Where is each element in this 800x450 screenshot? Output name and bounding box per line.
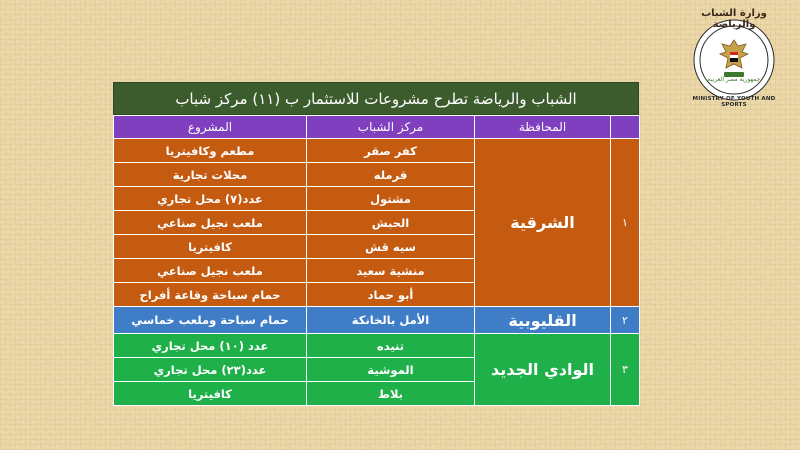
center-cell: الأمل بالخانكة (307, 307, 475, 334)
row-number: ١ (611, 139, 640, 307)
project-cell: عدد(٧) محل تجاري (114, 187, 307, 211)
project-cell: ملعب نجيل صناعي (114, 211, 307, 235)
project-cell: محلات تجارية (114, 163, 307, 187)
row-number: ٢ (611, 307, 640, 334)
projects-table (113, 115, 640, 406)
governorate-cell: الشرقية (475, 139, 611, 307)
logo-ribbon-text: جمهورية مصر العربية (707, 76, 761, 83)
governorate-cell: القليوبية (475, 307, 611, 334)
ministry-logo (686, 10, 782, 106)
project-cell: كافيتريا (114, 235, 307, 259)
center-cell: أبو حماد (307, 283, 475, 307)
table-title: الشباب والرياضة تطرح مشروعات للاستثمار ب (١١) مركز شباب (113, 82, 639, 115)
center-cell: تنيده (307, 334, 475, 358)
center-cell: سيه قش (307, 235, 475, 259)
table-row (114, 334, 640, 358)
project-cell: مطعم وكافيتريا (114, 139, 307, 163)
governorate-cell: الوادي الجديد (475, 334, 611, 406)
header-governorate: المحافظة (475, 116, 611, 139)
header-project: المشروع (114, 116, 307, 139)
center-cell: كفر صقر (307, 139, 475, 163)
row-number: ٣ (611, 334, 640, 406)
project-cell: ملعب نجيل صناعي (114, 259, 307, 283)
center-cell: مشتول (307, 187, 475, 211)
center-cell: قرمله (307, 163, 475, 187)
center-cell: بلاط (307, 382, 475, 406)
logo-english-title: MINISTRY OF YOUTH AND SPORTS (692, 96, 776, 108)
center-cell: منشية سعيد (307, 259, 475, 283)
project-cell: حمام سباحة وقاعة أفراح (114, 283, 307, 307)
header-num (611, 116, 640, 139)
center-cell: الحبش (307, 211, 475, 235)
logo-arabic-title: وزارة الشباب والرياضة (701, 8, 767, 30)
table-row (114, 307, 640, 334)
table-row (114, 139, 640, 163)
project-cell: حمام سباحة وملعب خماسي (114, 307, 307, 334)
header-row (114, 116, 640, 139)
header-center: مركز الشباب (307, 116, 475, 139)
project-cell: عدد (١٠) محل تجاري (114, 334, 307, 358)
project-cell: عدد(٢٣) محل تجاري (114, 358, 307, 382)
center-cell: الموشية (307, 358, 475, 382)
project-cell: كافيتريا (114, 382, 307, 406)
investment-projects-table (113, 82, 639, 406)
